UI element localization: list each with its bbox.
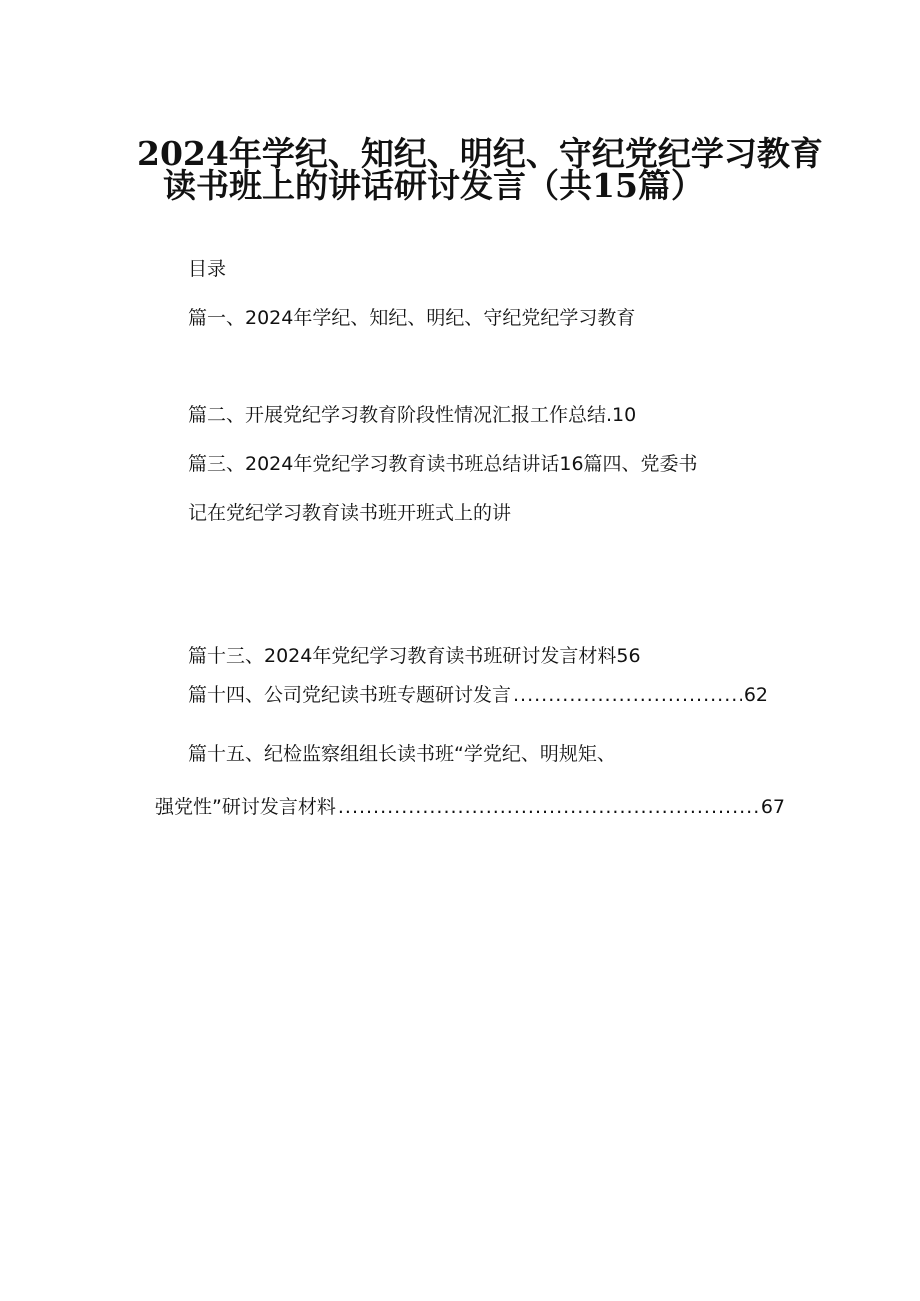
toc-entry[interactable]: 记在党纪学习教育读书班开班式上的讲	[188, 502, 512, 524]
toc-leader-dots	[338, 793, 759, 821]
toc-entry-page: 67	[760, 796, 785, 818]
toc-entry[interactable]	[155, 793, 785, 821]
toc-entry-title: 强党性”研讨发言材料	[155, 796, 336, 818]
document-title-line-1: 2024年学纪、知纪、明纪、守纪党纪学习教育	[137, 134, 823, 173]
toc-entry[interactable]: 篇十三、2024年党纪学习教育读书班研讨发言材料56	[188, 645, 641, 667]
toc-heading: 目录	[188, 258, 227, 280]
toc-entry[interactable]: 篇十五、纪检监察组组长读书班“学党纪、明规矩、	[188, 743, 616, 765]
toc-entry[interactable]: 篇三、2024年党纪学习教育读书班总结讲话16篇四、党委书	[188, 453, 698, 475]
toc-entry-title: 篇十四、公司党纪读书班专题研讨发言	[188, 684, 512, 706]
toc-entry[interactable]: 篇二、开展党纪学习教育阶段性情况汇报工作总结.10	[188, 404, 637, 426]
document-title-line-2: 读书班上的讲话研讨发言（共15篇）	[163, 166, 704, 205]
toc-entry-page: 62	[743, 684, 768, 706]
toc-entry[interactable]: 篇一、2024年学纪、知纪、明纪、守纪党纪学习教育	[188, 307, 636, 329]
toc-entry[interactable]	[188, 681, 768, 709]
toc-leader-dots	[513, 681, 742, 709]
